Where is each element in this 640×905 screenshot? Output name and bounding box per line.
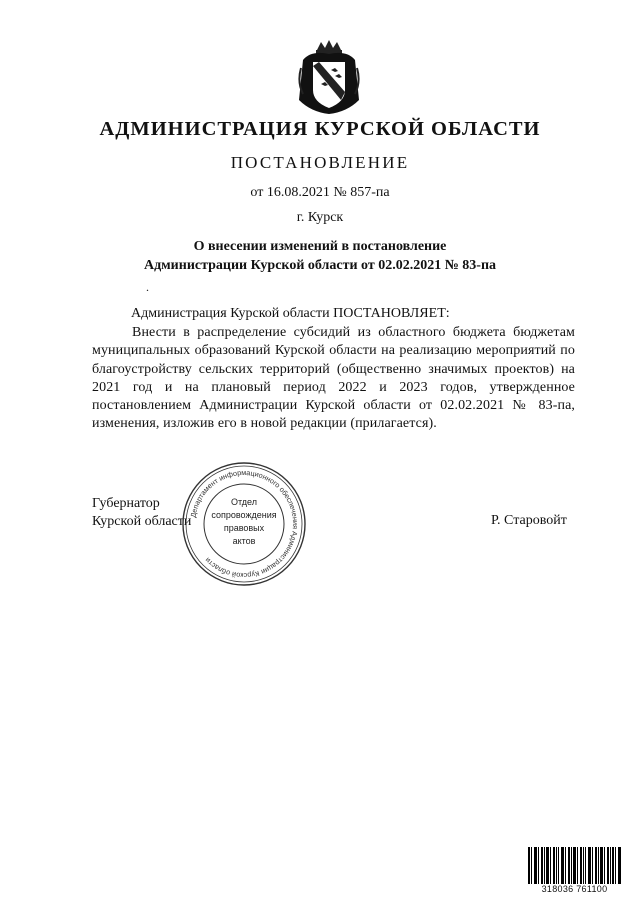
resolution-paragraph: Внести в распределение субсидий из областного бюджета бюджетам муниципальных образований Курской области на реализацию мероприятий по благоустройству сельских территорий (общественно значимых проектов) на 2021 год и на плановый период 2022 и 2023 годов, утвержденное постановлением Администрации Курской области от 02.02.2021 № 83-па, изменения, изложив его в новой редакции (прилагается). [92,325,575,432]
document-number: от 16.08.2021 № 857-па [250,185,390,200]
stamp-center-line-1: Отдел [230,497,258,507]
subject-line-2: Администрации Курской области от 02.02.2021 № 83-па [143,258,497,273]
document-city: г. Курск [296,210,344,225]
document-subject [0,237,640,275]
official-stamp [180,460,308,588]
stamp-center-line-3: правовых [223,523,265,533]
stamp-center-line-2: сопровождения [211,510,277,520]
stray-mark: . [146,280,149,294]
signatory-name: Р. Старовойт [491,513,567,528]
coat-of-arms-icon [297,38,361,116]
stamp-ring-text: Департамент информационного обеспечения Администрации Курской области [188,467,301,581]
stamp-center-line-4: актов [232,536,256,546]
resolution-intro: Администрация Курской области ПОСТАНОВЛЯЕТ: [131,306,450,321]
subject-line-1: О внесении изменений в постановление [193,239,447,254]
organization-title: АДМИНИСТРАЦИЯ КУРСКОЙ ОБЛАСТИ [99,118,541,140]
barcode-number: 318036 761100 [528,884,621,895]
signatory-title-line-2: Курской области [92,514,192,529]
document-type: ПОСТАНОВЛЕНИЕ [230,153,410,172]
signatory-title-line-1: Губернатор [92,496,160,511]
signatory-title [92,495,191,531]
